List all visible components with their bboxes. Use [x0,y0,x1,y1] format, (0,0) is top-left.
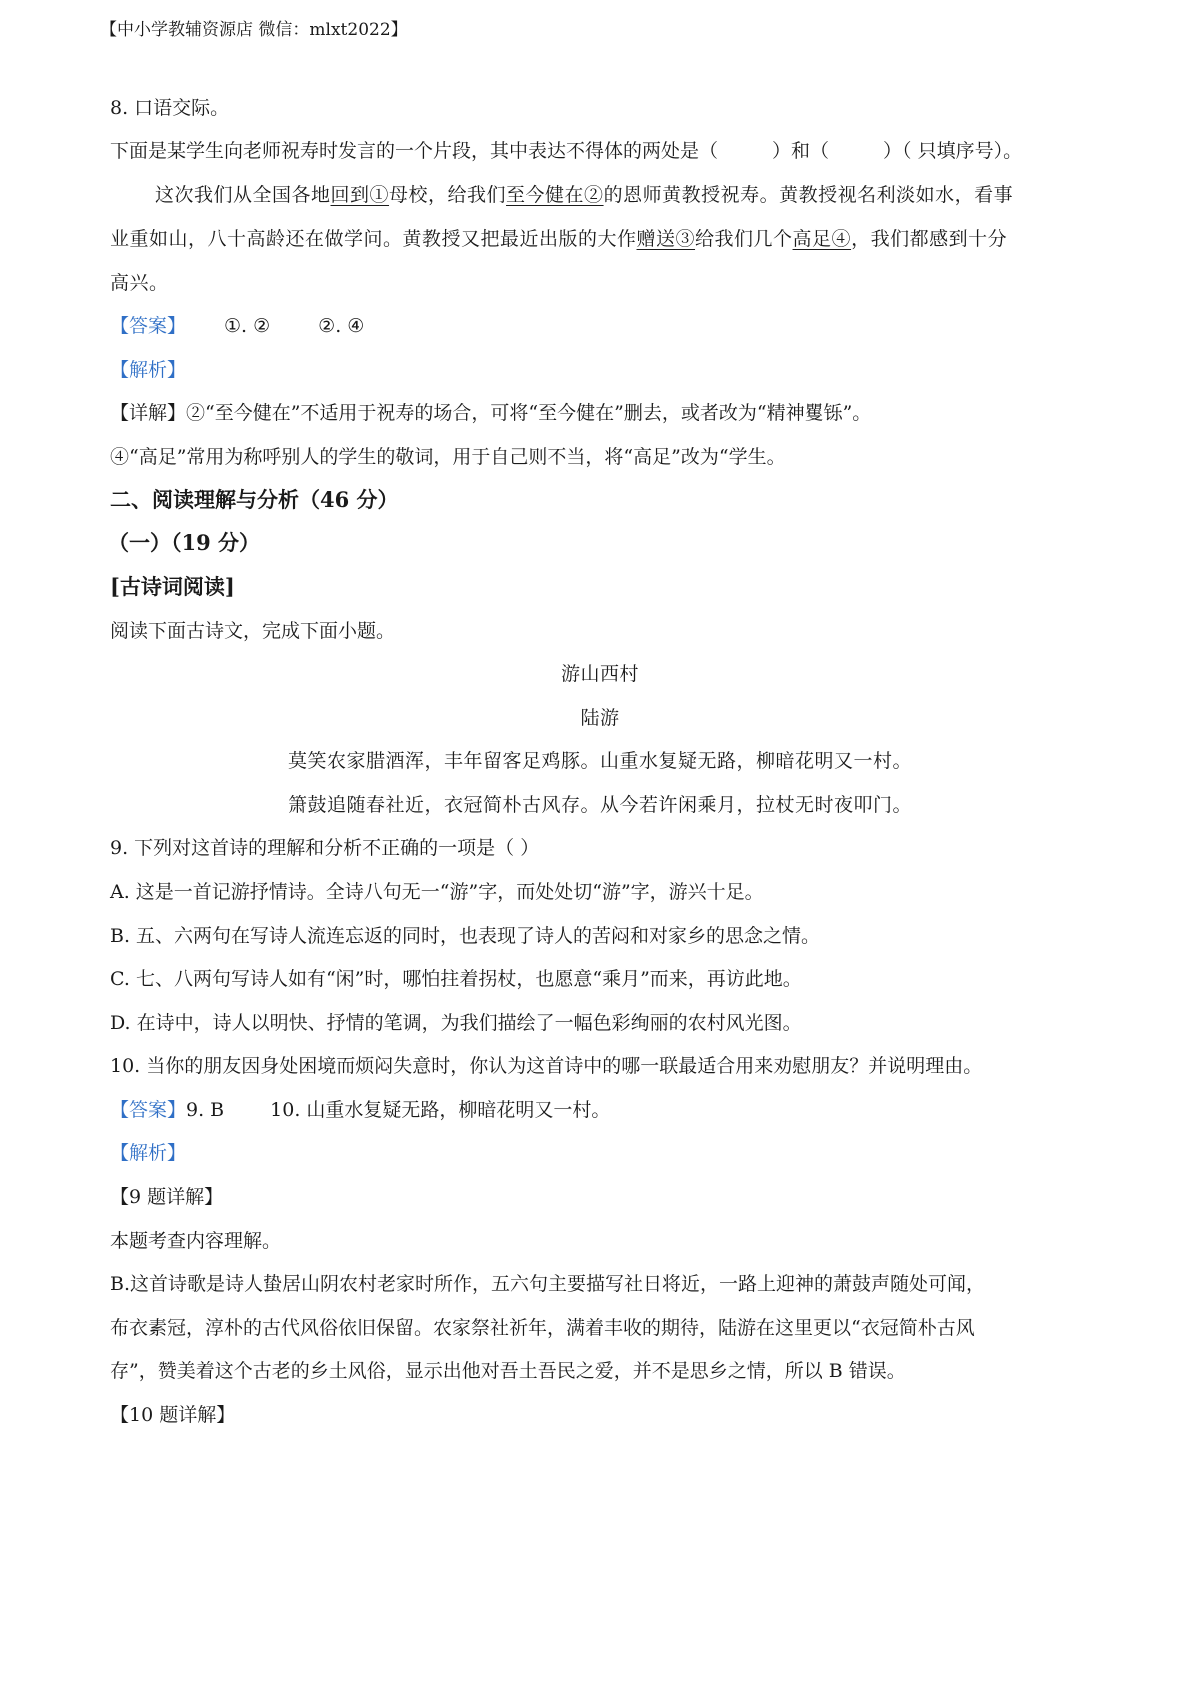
underlined-phrase-1: 回到① [330,184,390,206]
q8-detail-2: ④“高足”常用为称呼别人的学生的敬词，用于自己则不当，将“高足”改为“学生。 [110,446,786,468]
section-subtitle: （一）（19 分） [108,530,261,555]
q10-stem: 10. 当你的朋友因身处困境而烦闷失意时，你认为这首诗中的哪一联最适合用来劝慰朋友？并说明理由。 [110,1055,983,1077]
answer-label: 【答案】 [110,1099,187,1121]
detail-9-intro: 本题考查内容理解。 [110,1230,282,1252]
answer-value-1: ①. ② [224,315,271,337]
section-title: 二、阅读理解与分析（46 分） [110,487,399,512]
q9-stem: 9. 下列对这首诗的理解和分析不正确的一项是（ ） [110,837,540,859]
underlined-phrase-2: 至今健在② [506,184,604,206]
poem-line-2: 箫鼓追随春社近，衣冠简朴古风存。从今若许闲乘月，拉杖无时夜叩门。 [287,794,912,816]
answer-9: 9. B [186,1099,225,1121]
page-header: 【中小学教辅资源店 微信：mlxt2022】 [100,20,408,40]
q8-analysis-label: 【解析】 [110,359,187,381]
q9-option-b: B. 五、六两句在写诗人流连忘返的同时，也表现了诗人的苦闷和对家乡的思念之情。 [110,925,821,947]
detail-10-label: 【10 题详解】 [110,1404,236,1426]
q8-title: 8. 口语交际。 [110,97,230,119]
answer-10: 10. 山重水复疑无路，柳暗花明又一村。 [270,1099,611,1121]
poem-title: 游山西村 [560,663,639,685]
section-instruction: 阅读下面古诗文，完成下面小题。 [110,620,396,642]
passage-text: 母校，给我们 [389,184,507,206]
q8-prompt-c: ）（ 只填序号）。 [883,140,1023,162]
poem-author: 陆游 [580,707,620,729]
passage-text: 的恩师黄教授祝寿。黄教授视名利淡如水，看事 [603,184,1014,206]
q9-option-a: A. 这是一首记游抒情诗。全诗八句无一“游”字，而处处切“游”字，游兴十足。 [110,881,764,903]
q8-answer [110,313,364,339]
answer-value-2: ②. ④ [318,315,365,337]
detail-9-label: 【9 题详解】 [110,1186,224,1208]
q8-passage-line1 [155,182,1013,208]
q8-passage-line2 [110,226,1007,252]
passage-text: ，我们都感到十分 [851,228,1008,250]
answer-label: 【答案】 [110,315,187,337]
q9-option-c: C. 七、八两句写诗人如有“闲”时，哪怕拄着拐杖，也愿意“乘月”而来，再访此地。 [110,968,802,990]
q8-detail-1: 【详解】②“至今健在”不适用于祝寿的场合，可将“至今健在”删去，或者改为“精神矍铄”。 [110,402,872,424]
underlined-phrase-3: 赠送③ [636,228,696,250]
q8-prompt-b: ）和（ [772,140,830,162]
passage-text: 业重如山，八十高龄还在做学问。黄教授又把最近出版的大作 [110,228,637,250]
q9-option-d: D. 在诗中，诗人以明快、抒情的笔调，为我们描绘了一幅色彩绚丽的农村风光图。 [110,1012,802,1034]
underlined-phrase-4: 高足④ [792,228,852,250]
passage-text: 这次我们从全国各地 [155,184,331,206]
poem-line-1: 莫笑农家腊酒浑，丰年留客足鸡豚。山重水复疑无路，柳暗花明又一村。 [287,750,912,772]
answers-line [110,1097,610,1123]
q8-passage-line3: 高兴。 [110,272,169,294]
detail-9-body-3: 存”，赞美着这个古老的乡土风俗，显示出他对吾土吾民之爱，并不是思乡之情，所以 B 错误。 [110,1360,906,1382]
q8-prompt-a: 下面是某学生向老师祝寿时发言的一个片段，其中表达不得体的两处是（ [110,140,719,162]
q8-prompt [110,138,1022,164]
analysis-label: 【解析】 [110,1142,187,1164]
detail-9-body-2: 布衣素冠，淳朴的古代风俗依旧保留。农家祭社祈年，满着丰收的期待，陆游在这里更以“衣冠简朴古风 [110,1317,975,1339]
passage-text: 给我们几个 [695,228,793,250]
section-category: [古诗词阅读] [110,574,235,599]
detail-9-body-1: B.这首诗歌是诗人蛰居山阴农村老家时所作，五六句主要描写社日将近，一路上迎神的萧鼓声随处可闻， [110,1273,986,1295]
